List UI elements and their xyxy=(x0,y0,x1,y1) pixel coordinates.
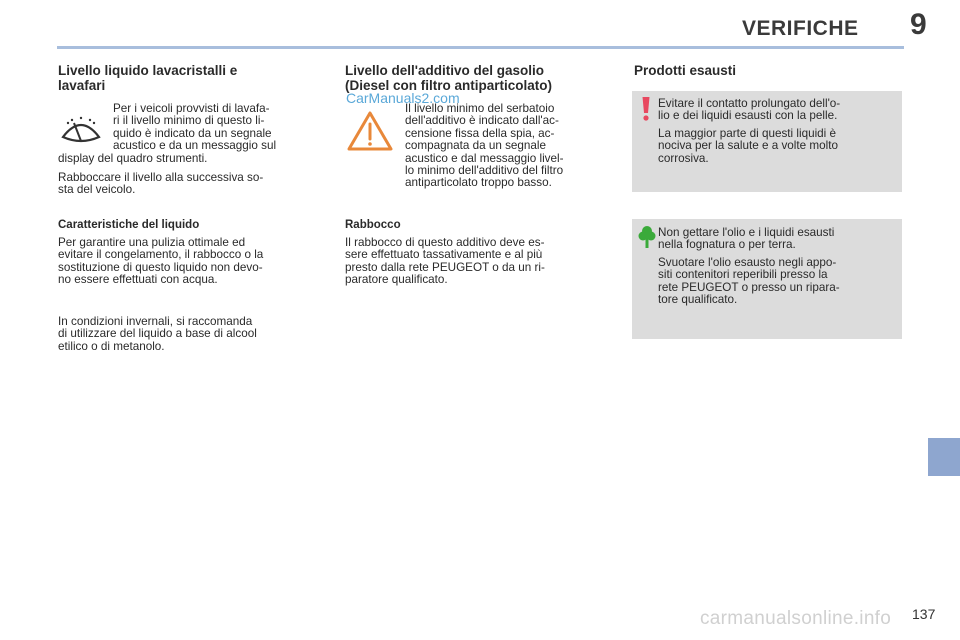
washer-intro-text-end: display del quadro strumenti. xyxy=(58,151,208,165)
additive-refill-text: Il rabbocco di questo additivo deve es- sere effettuato tassativamente e al più presto dalla rete PEUGEOT o da un ri- paratore qualificato. xyxy=(345,236,545,287)
washer-intro-text: Per i veicoli provvisti di lavafa- ri il livello minimo di questo li- quido è indicato da un segnale acustico e da un messaggio sul xyxy=(113,102,277,153)
environment-text: Non gettare l'olio e i liquidi esausti nella fognatura o per terra. xyxy=(658,226,835,252)
fluid-spec-heading: Caratteristiche del liquido xyxy=(58,219,200,231)
warning-triangle-icon xyxy=(346,110,394,152)
environment-text-2: Svuotare l'olio esausto negli appo- siti contenitori reperibili presso la rete PEUGEOT o presso un ripara- tore qualificato. xyxy=(658,256,840,307)
diesel-additive-heading: Livello dell'additivo del gasolio (Diesel con filtro antiparticolato) xyxy=(345,63,553,93)
washer-fluid-heading: Livello liquido lavacristalli e lavafari xyxy=(58,63,238,93)
chapter-number: 9 xyxy=(910,8,927,41)
page-number: 137 xyxy=(912,606,936,622)
refill-heading: Rabbocco xyxy=(345,219,401,231)
warning-text-2: La maggior parte di questi liquidi è nociva per la salute e a volte molto corrosiva. xyxy=(658,127,838,165)
fluid-spec-text: Per garantire una pulizia ottimale ed evitare il congelamento, il rabbocco o la sostituzione di questo liquido non devo- no essere effettuati con acqua. xyxy=(58,236,264,287)
footer-site-mark: carmanualsonline.info xyxy=(700,608,892,629)
washer-refill-text: Rabboccare il livello alla successiva so- sta del veicolo. xyxy=(58,171,264,197)
exclamation-icon xyxy=(640,96,652,122)
header-rule xyxy=(57,46,904,49)
waste-products-heading: Prodotti esausti xyxy=(634,63,737,78)
winter-advice-text: In condizioni invernali, si raccomanda di utilizzare del liquido a base di alcool etilico o di metanolo. xyxy=(58,315,257,353)
warning-text: Evitare il contatto prolungato dell'o- lio e dei liquidi esausti con la pelle. xyxy=(658,97,841,123)
additive-intro-text: Il livello minimo del serbatoio dell'additivo è indicato dall'ac- censione fissa della spia, ac- compagnata da un segnale acustico e dal messaggio livel- lo minimo dell'additivo del filtro antiparticolato troppo basso. xyxy=(405,102,564,190)
watermark: CarManuals2.com xyxy=(346,90,460,106)
page-title: VERIFICHE xyxy=(742,17,859,40)
windscreen-washer-icon xyxy=(58,111,104,149)
tree-icon xyxy=(638,225,656,249)
chapter-side-tab xyxy=(928,438,960,476)
